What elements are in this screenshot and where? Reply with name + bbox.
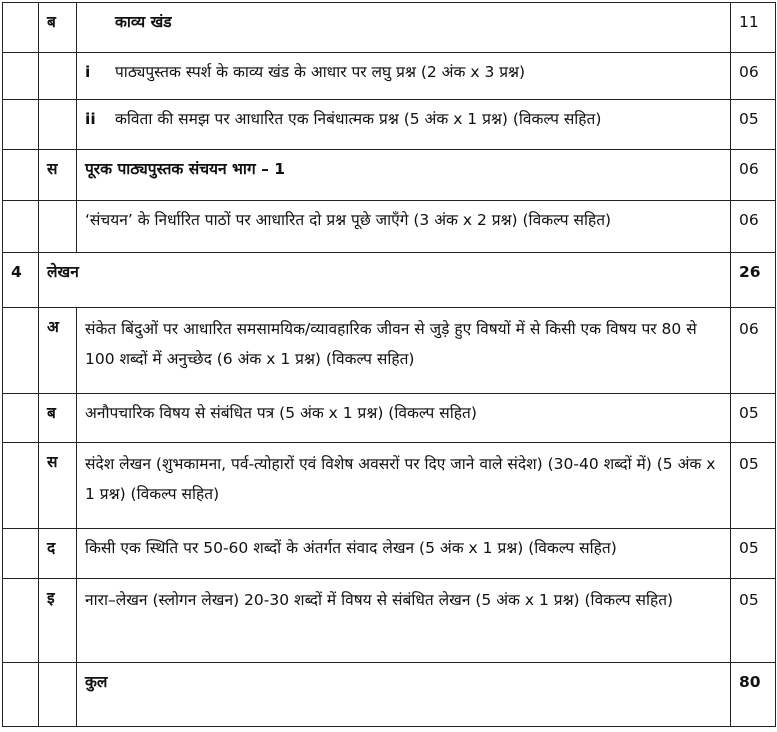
marks-cell: 06	[731, 308, 776, 394]
section-number-cell	[3, 3, 39, 53]
subsection-letter-cell: अ	[39, 308, 77, 394]
table-row	[3, 308, 776, 394]
description-cell	[77, 3, 731, 53]
description-cell: नारा–लेखन (स्लोगन लेखन) 20-30 शब्दों में विषय से संबंधित लेखन (5 अंक x 1 प्रश्न) (विकल्प सहित)	[77, 579, 731, 663]
marks-cell: 05	[731, 529, 776, 579]
subsection-letter-cell: स	[39, 443, 77, 529]
table-row	[3, 53, 776, 100]
item-number: i	[85, 63, 91, 81]
marks-cell: 06	[731, 201, 776, 253]
subsection-letter-cell: ब	[39, 394, 77, 443]
section-number-cell	[3, 53, 39, 100]
marks-cell: 05	[731, 100, 776, 150]
table-row	[3, 663, 776, 727]
marks-cell: 05	[731, 443, 776, 529]
total-marks-cell: 80	[731, 663, 776, 727]
item-text: कविता की समझ पर आधारित एक निबंधात्मक प्रश्न (5 अंक x 1 प्रश्न) (विकल्प सहित)	[115, 110, 602, 128]
subsection-letter-cell	[39, 53, 77, 100]
section-number-cell	[3, 529, 39, 579]
marks-cell: 11	[731, 3, 776, 53]
table-row	[3, 529, 776, 579]
description-cell: ‘संचयन’ के निर्धारित पाठों पर आधारित दो प्रश्न पूछे जाएँगे (3 अंक x 2 प्रश्न) (विकल्प सहित)	[77, 201, 731, 253]
table-row	[3, 100, 776, 150]
table-row	[3, 201, 776, 253]
description-cell: संदेश लेखन (शुभकामना, पर्व-त्योहारों एवं विशेष अवसरों पर दिए जाने वाले संदेश) (30-40 शब्दों में) (5 अंक x 1 प्रश्न) (विकल्प सहित)	[77, 443, 731, 529]
section-number-cell	[3, 201, 39, 253]
marks-distribution-table	[2, 2, 776, 727]
subsection-letter-cell	[39, 201, 77, 253]
section-number-cell	[3, 308, 39, 394]
section-title-cell: लेखन	[39, 253, 731, 308]
description-cell: अनौपचारिक विषय से संबंधित पत्र (5 अंक x 1 प्रश्न) (विकल्प सहित)	[77, 394, 731, 443]
marks-cell: 06	[731, 53, 776, 100]
item-text: पाठ्यपुस्तक स्पर्श के काव्य खंड के आधार पर लघु प्रश्न (2 अंक x 3 प्रश्न)	[115, 63, 526, 81]
section-number-cell	[3, 394, 39, 443]
subsection-letter-cell	[39, 663, 77, 727]
marks-cell: 06	[731, 150, 776, 201]
table-row	[3, 394, 776, 443]
description-cell	[77, 53, 731, 100]
subsection-letter-cell: स	[39, 150, 77, 201]
marks-cell: 05	[731, 579, 776, 663]
section-number-cell: 4	[3, 253, 39, 308]
section-number-cell	[3, 663, 39, 727]
subsection-letter-cell: द	[39, 529, 77, 579]
subsection-letter-cell: ब	[39, 3, 77, 53]
total-label-cell: कुल	[77, 663, 731, 727]
section-number-cell	[3, 443, 39, 529]
section-number-cell	[3, 100, 39, 150]
table-row	[3, 443, 776, 529]
table-row	[3, 253, 776, 308]
item-number: ii	[85, 110, 96, 128]
description-cell: संकेत बिंदुओं पर आधारित समसामयिक/व्यावहारिक जीवन से जुड़े हुए विषयों में से किसी एक विषय पर 80 से 100 शब्दों में अनुच्छेद (6 अंक x 1 प्रश्न) (विकल्प सहित)	[77, 308, 731, 394]
subsection-letter-cell: इ	[39, 579, 77, 663]
table-row	[3, 3, 776, 53]
subsection-title: काव्य खंड	[115, 13, 172, 31]
description-cell: किसी एक स्थिति पर 50-60 शब्दों के अंतर्गत संवाद लेखन (5 अंक x 1 प्रश्न) (विकल्प सहित)	[77, 529, 731, 579]
subsection-letter-cell	[39, 100, 77, 150]
table-row	[3, 150, 776, 201]
marks-cell: 05	[731, 394, 776, 443]
section-number-cell	[3, 150, 39, 201]
description-cell: पूरक पाठ्यपुस्तक संचयन भाग – 1	[77, 150, 731, 201]
description-cell	[77, 100, 731, 150]
marks-cell: 26	[731, 253, 776, 308]
section-number-cell	[3, 579, 39, 663]
table-row	[3, 579, 776, 663]
